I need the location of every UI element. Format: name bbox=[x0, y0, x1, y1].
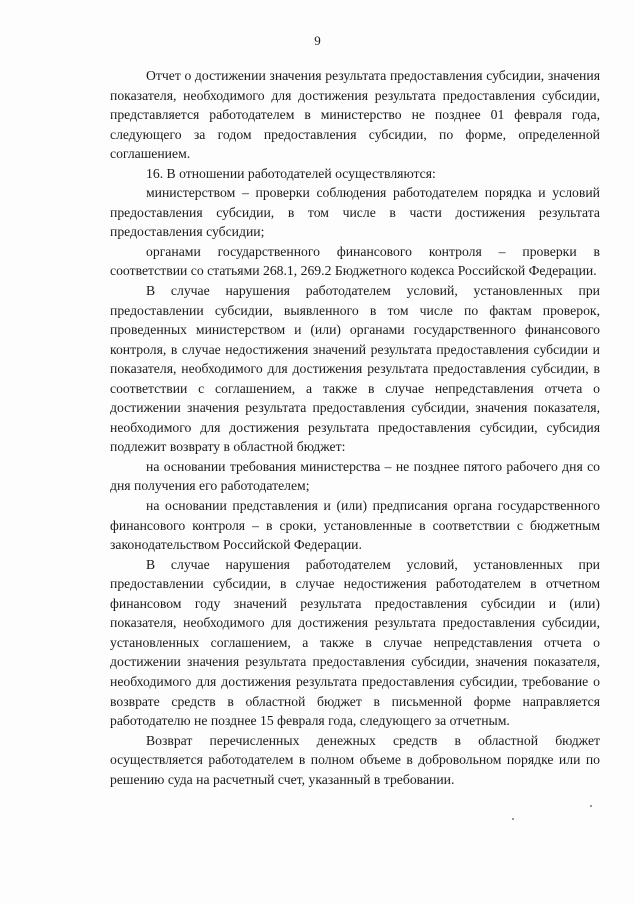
paragraph-control-order: на основании представления и (или) предписания органа государственного финансового контроля – в сроки, установленные в соответствии с бюджетным законодательством Российской Федерации. bbox=[110, 498, 600, 553]
paragraph-ministry-checks: министерством – проверки соблюдения работодателем порядка и условий предоставления субсидии, в том числе в части достижения результата предоставления субсидии; bbox=[110, 185, 600, 240]
scan-speck bbox=[590, 805, 592, 807]
document-body bbox=[110, 66, 600, 789]
scan-speck bbox=[512, 818, 514, 820]
paragraph-ministry-requirement: на основании требования министерства – не позднее пятого рабочего дня со дня получения его работодателем; bbox=[110, 458, 600, 494]
paragraph-report-deadline: Отчет о достижении значения результата предоставления субсидии, значения показателя, необходимого для достижения результата предоставления субсидии, представляется работодателем в министерство не позднее 01 февраля года, следующего за годом предоставления субсидии, по форме, определенной соглашением. bbox=[110, 68, 600, 162]
paragraph-violation-return: В случае нарушения работодателем условий, установленных при предоставлении субсидии, выявленного в том числе по фактам проверок, проведенных министерством и (или) органами государственного финансового контроля, в случае недостижения значений результата предоставления субсидии и показателя, необходимого для достижения результата предоставления субсидии, в соответствии с соглашением, а также в случае непредставления отчета о достижении значения результата предоставления субсидии, значения показателя, необходимого для достижения результата предоставления субсидии, субсидия подлежит возврату в областной бюджет: bbox=[110, 283, 600, 455]
paragraph-section-16: 16. В отношении работодателей осуществляются: bbox=[146, 165, 436, 181]
page-number: 9 bbox=[314, 33, 321, 48]
paragraph-voluntary-return: Возврат перечисленных денежных средств в областной бюджет осуществляется работодателем в полном объеме в добровольном порядке или по решению суда на расчетный счет, указанный в требовании. bbox=[110, 732, 600, 787]
paragraph-financial-control-checks: органами государственного финансового контроля – проверки в соответствии со статьями 268.1, 269.2 Бюджетного кодекса Российской Федерации. bbox=[110, 243, 600, 279]
paragraph-return-demand: В случае нарушения работодателем условий, установленных при предоставлении субсидии, в случае недостижения работодателем в отчетном финансовом году значений результата предоставления субсидии и (или) показателя, необходимого для достижения результата предоставления субсидии, установленных соглашением, а также в случае непредставления отчета о достижении значения результата предоставления субсидии, значения показателя, необходимого для достижения результата предоставления субсидии, требование о возврате средств в областной бюджет в письменной форме направляется работодателю не позднее 15 февраля года, следующего за отчетным. bbox=[110, 556, 600, 729]
